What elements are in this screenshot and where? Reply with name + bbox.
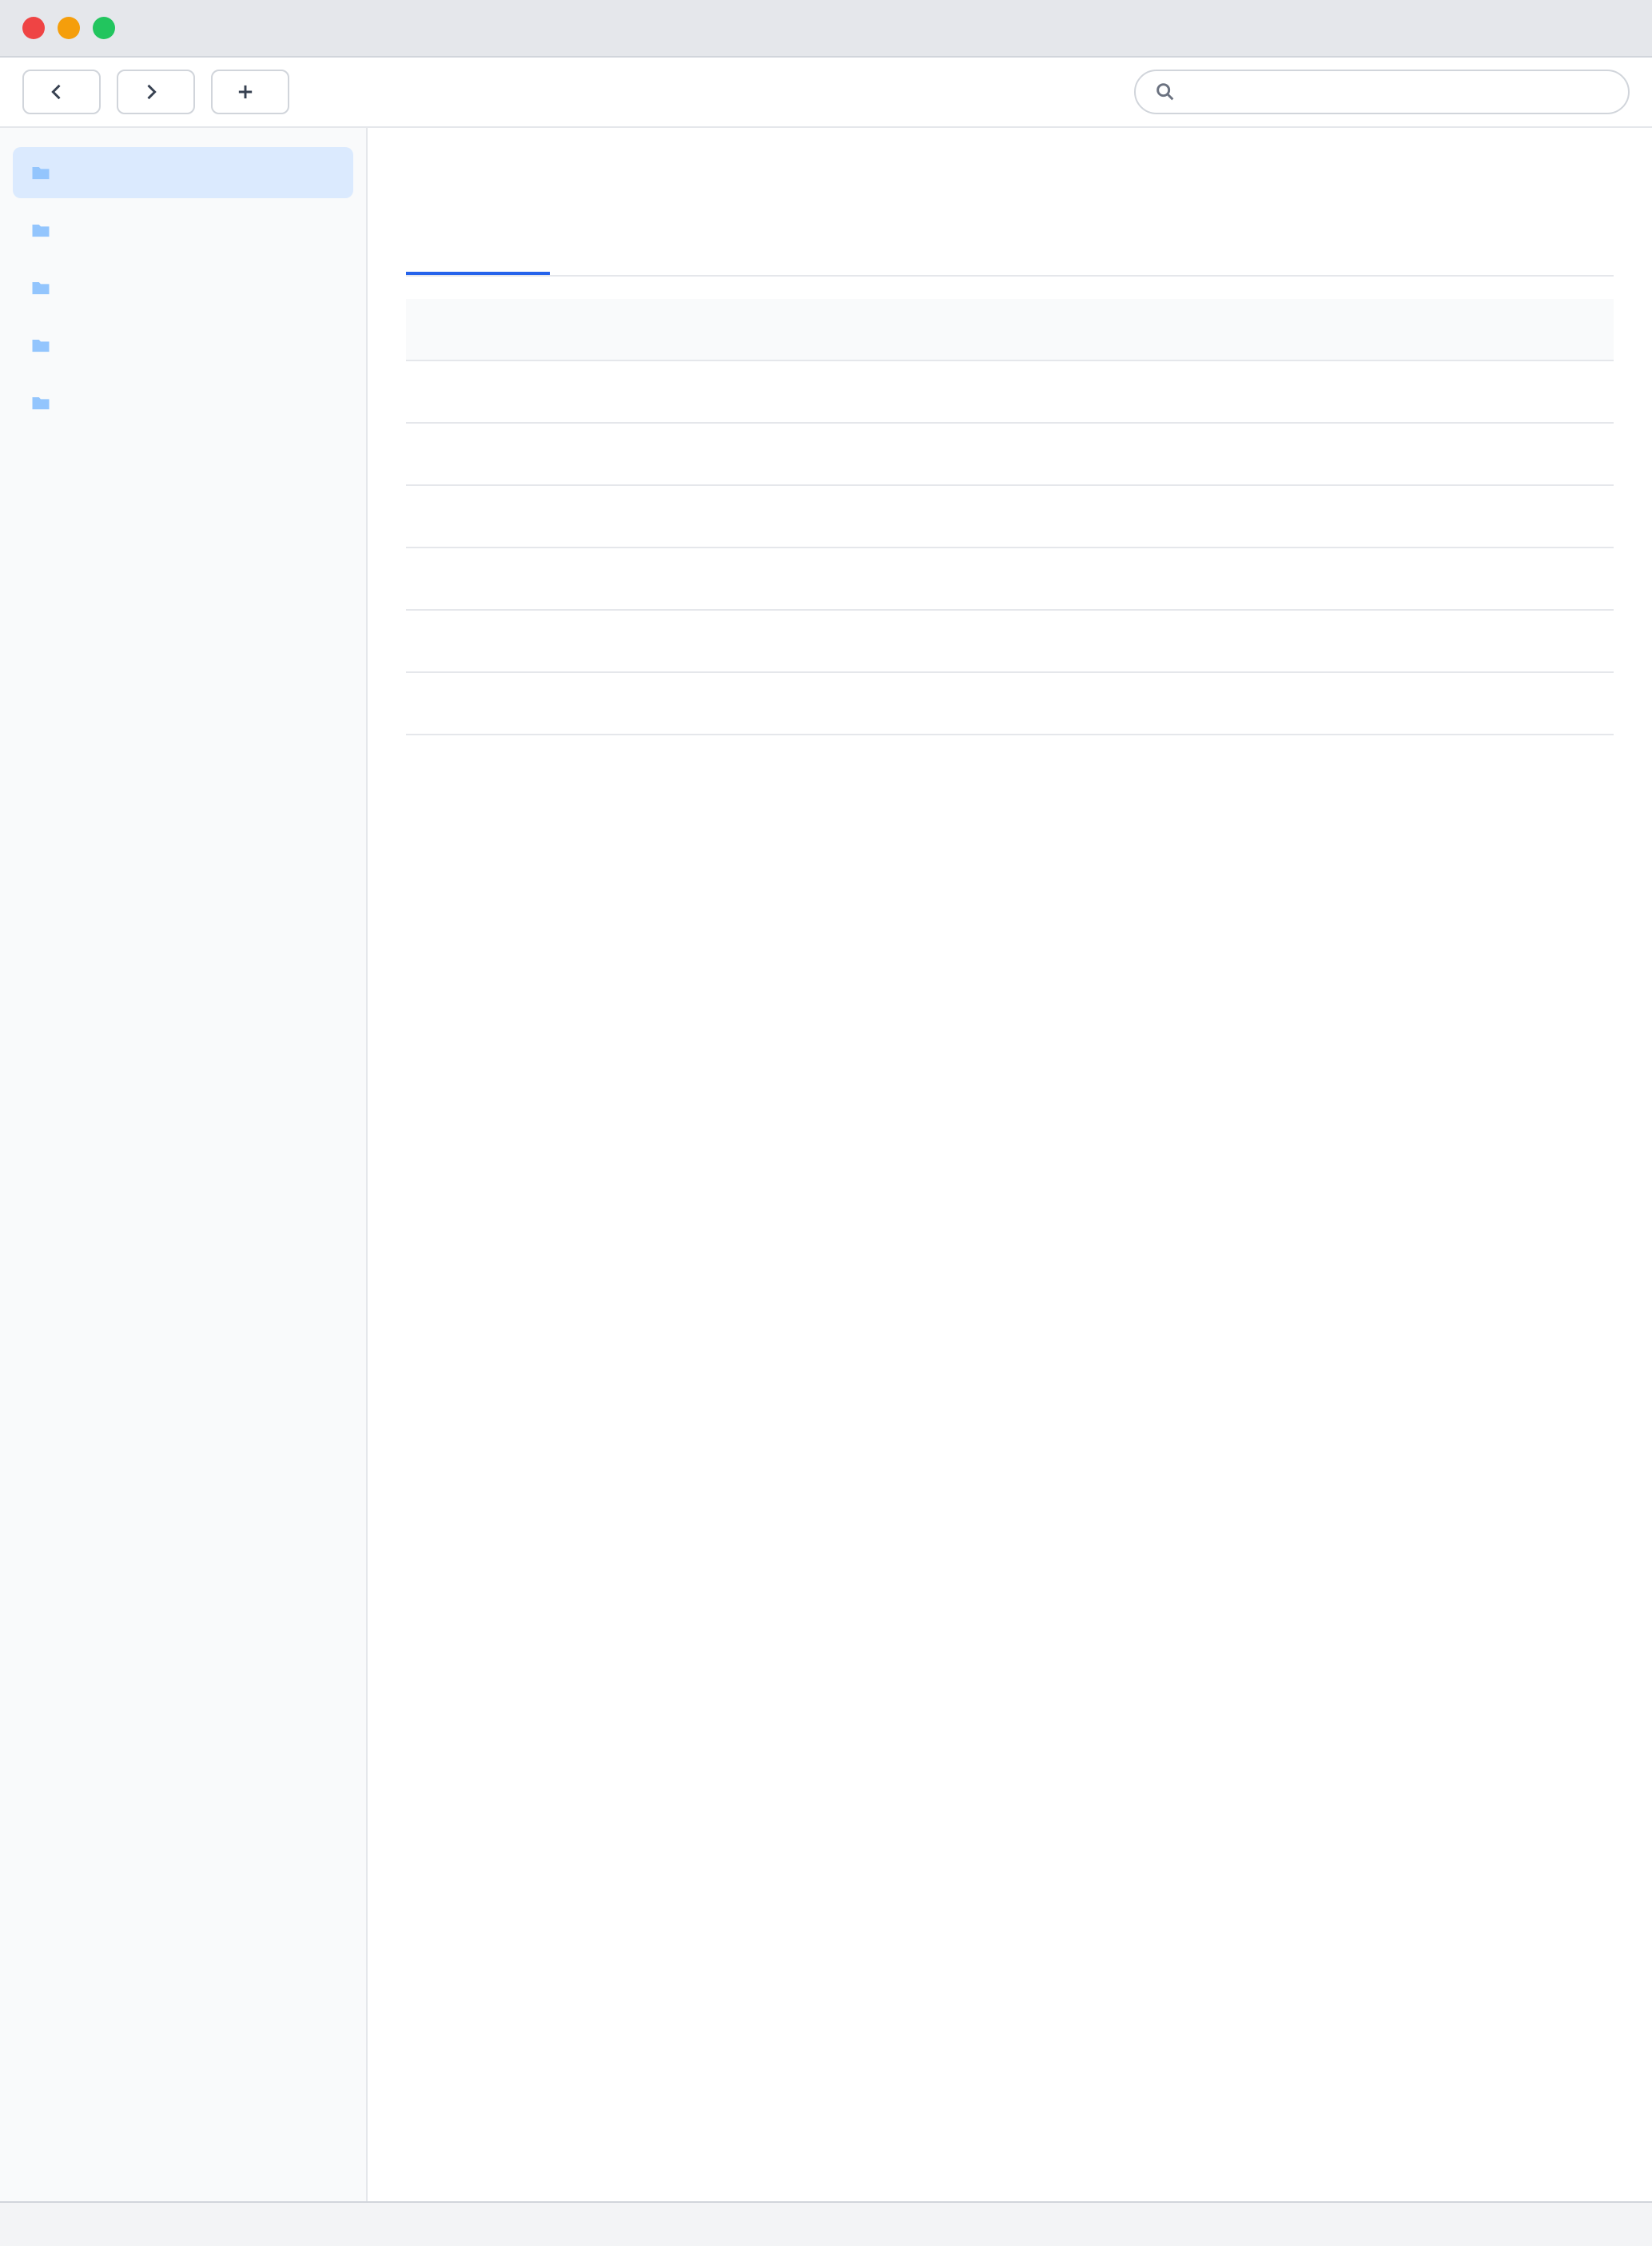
table-cell — [1010, 485, 1312, 548]
sidebar-item-3[interactable] — [13, 262, 353, 313]
table-cell — [1312, 485, 1614, 548]
sidebar — [0, 128, 368, 2201]
arrow-right-icon — [139, 80, 163, 104]
table-cell — [708, 485, 1010, 548]
minimize-window-button[interactable] — [58, 17, 80, 39]
tab-2[interactable] — [556, 221, 700, 275]
column-header[interactable] — [1010, 299, 1312, 360]
table-cell — [406, 548, 708, 610]
table-cell — [1312, 610, 1614, 672]
search-box — [1134, 70, 1630, 114]
table-cell — [406, 485, 708, 548]
column-header[interactable] — [406, 299, 708, 360]
new-button[interactable] — [211, 70, 289, 114]
table-cell — [1010, 360, 1312, 423]
table-cell — [406, 610, 708, 672]
folder-icon — [29, 333, 53, 357]
table-cell — [406, 423, 708, 485]
table-cell — [406, 672, 708, 735]
search-icon — [1153, 80, 1177, 104]
sidebar-item-5[interactable] — [13, 377, 353, 428]
folder-icon — [29, 276, 53, 300]
table-row[interactable] — [406, 360, 1614, 423]
close-window-button[interactable] — [22, 17, 45, 39]
forward-button[interactable] — [117, 70, 195, 114]
table-cell — [1312, 360, 1614, 423]
data-table — [406, 299, 1614, 735]
table-cell — [708, 423, 1010, 485]
toolbar — [0, 58, 1652, 128]
window-controls — [22, 17, 115, 39]
column-header[interactable] — [1312, 299, 1614, 360]
content-area — [0, 128, 1652, 2201]
table-cell — [708, 672, 1010, 735]
sidebar-item-4[interactable] — [13, 320, 353, 371]
plus-icon — [233, 80, 257, 104]
arrow-left-icon — [45, 80, 69, 104]
sidebar-item-1[interactable] — [13, 147, 353, 198]
table-row[interactable] — [406, 610, 1614, 672]
table-cell — [1010, 610, 1312, 672]
tab-bar — [406, 221, 1614, 277]
folder-icon — [29, 218, 53, 242]
table-header-row — [406, 299, 1614, 360]
table-row[interactable] — [406, 548, 1614, 610]
table-row[interactable] — [406, 485, 1614, 548]
table-cell — [708, 360, 1010, 423]
tab-1[interactable] — [406, 221, 550, 275]
table-cell — [1010, 672, 1312, 735]
table-cell — [708, 610, 1010, 672]
back-button[interactable] — [22, 70, 101, 114]
table-cell — [406, 360, 708, 423]
table-cell — [708, 548, 1010, 610]
table-row[interactable] — [406, 672, 1614, 735]
tab-3[interactable] — [707, 221, 850, 275]
table-cell — [1312, 423, 1614, 485]
folder-icon — [29, 161, 53, 185]
column-header[interactable] — [708, 299, 1010, 360]
page-title — [406, 157, 1614, 198]
table-cell — [1010, 423, 1312, 485]
table-cell — [1010, 548, 1312, 610]
table-cell — [1312, 548, 1614, 610]
search-input[interactable] — [1187, 80, 1610, 104]
sidebar-item-2[interactable] — [13, 205, 353, 256]
table-cell — [1312, 672, 1614, 735]
folder-icon — [29, 391, 53, 415]
status-bar — [0, 2201, 1652, 2246]
maximize-window-button[interactable] — [93, 17, 115, 39]
main-panel — [368, 128, 1652, 2201]
table-row[interactable] — [406, 423, 1614, 485]
title-bar — [0, 0, 1652, 58]
